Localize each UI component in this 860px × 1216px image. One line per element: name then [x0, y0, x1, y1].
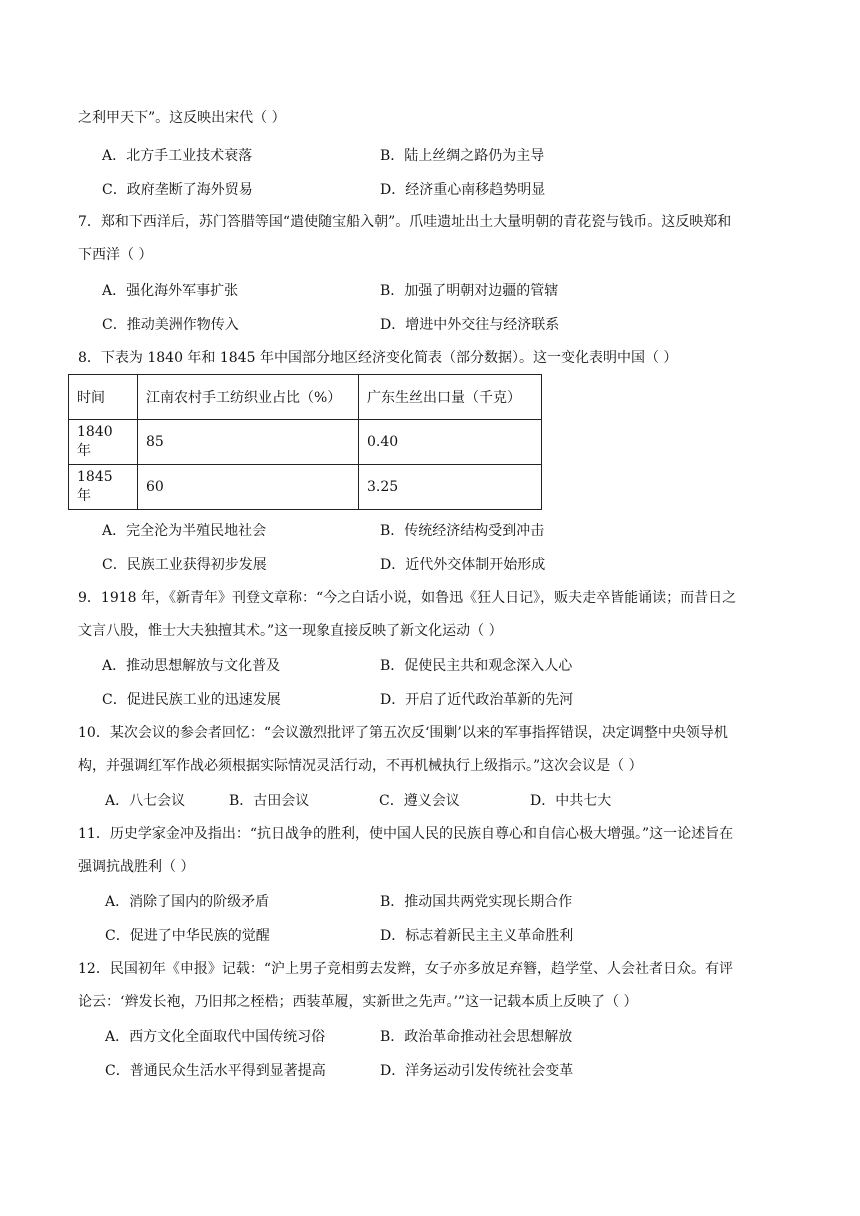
q12-option-b: B．政治革命推动社会思想解放: [380, 1029, 573, 1045]
q6-option-a: A．北方手工业技术衰落: [102, 148, 253, 164]
q9-option-c: C．促进民族工业的迅速发展: [102, 692, 281, 708]
q7-option-d: D．增进中外交往与经济联系: [380, 317, 560, 333]
q11-option-d: D．标志着新民主主义革命胜利: [380, 928, 574, 944]
q8-option-c: C．民族工业获得初步发展: [102, 557, 267, 573]
q9-option-a: A．推动思想解放与文化普及: [102, 658, 281, 674]
q6-option-d: D．经济重心南移趋势明显: [380, 182, 546, 198]
q11-option-a: A．消除了国内的阶级矛盾: [105, 894, 270, 910]
question-9-line2: 文言八股，惟士大夫独擅其术。”这一现象直接反映了新文化运动（ ）: [78, 623, 503, 639]
question-12-line1: 12．民国初年《申报》记载：“沪上男子竞相剪去发辫，女子亦多放足弃簪，趋学堂、人会社者日众。有评: [78, 961, 733, 977]
question-8-line1: 8．下表为 1840 年和 1845 年中国部分地区经济变化简表（部分数据）。这一变化表明中国（ ）: [78, 350, 678, 366]
q6-option-b: B．陆上丝绸之路仍为主导: [380, 148, 545, 164]
table-cell: 0.40: [359, 420, 542, 465]
q11-option-c: C．促进了中华民族的觉醒: [105, 928, 270, 944]
q12-option-d: D．洋务运动引发传统社会变革: [380, 1063, 574, 1079]
q12-option-c: C．普通民众生活水平得到显著提高: [105, 1063, 326, 1079]
q9-option-b: B．促使民主共和观念深入人心: [380, 658, 573, 674]
table-row: [69, 465, 542, 510]
q12-option-a: A．西方文化全面取代中国传统习俗: [105, 1029, 326, 1045]
q7-option-c: C．推动美洲作物传入: [102, 317, 239, 333]
q6-option-c: C．政府垄断了海外贸易: [102, 182, 253, 198]
question-7-line2: 下西洋（ ）: [78, 247, 153, 263]
q8-option-d: D．近代外交体制开始形成: [380, 557, 546, 573]
table-row: [69, 420, 542, 465]
table-cell: 85: [138, 420, 359, 465]
q11-option-b: B．推动国共两党实现长期合作: [380, 894, 573, 910]
question-10-line2: 构，并强调红军作战必须根据实际情况灵活行动，不再机械执行上级指示。”这次会议是（ ）: [78, 758, 643, 774]
q10-option-d: D．中共七大: [530, 793, 612, 809]
question-9-line1: 9．1918 年，《新青年》刊登文章称：“今之白话小说，如鲁迅《狂人日记》，贩夫走卒皆能诵读；而昔日之: [78, 590, 737, 606]
question-11-line1: 11．历史学家金冲及指出：“抗日战争的胜利，使中国人民的民族自尊心和自信心极大增强。”这一论述旨在: [78, 826, 734, 842]
question-11-line2: 强调抗战胜利（ ）: [78, 859, 195, 875]
q10-option-c: C．遵义会议: [379, 793, 460, 809]
q10-option-a: A．八七会议: [105, 793, 186, 809]
economic-change-table: [68, 374, 542, 510]
table-cell: 60: [138, 465, 359, 510]
table-cell: 3.25: [359, 465, 542, 510]
question-10-line1: 10．某次会议的参会者回忆：“会议激烈批评了第五次反‘围剿’以来的军事指挥错误，决定调整中央领导机: [78, 725, 728, 741]
q9-option-d: D．开启了近代政治革新的先河: [380, 692, 574, 708]
q7-option-a: A．强化海外军事扩张: [102, 283, 239, 299]
table-header-cell: 时间: [69, 375, 138, 420]
table-cell: 1845 年: [69, 465, 138, 510]
question-6-tail: 之利甲天下”。这反映出宋代（ ）: [78, 110, 286, 126]
table-header-row: [69, 375, 542, 420]
q8-option-b: B．传统经济结构受到冲击: [380, 523, 545, 539]
q7-option-b: B．加强了明朝对边疆的管辖: [380, 283, 559, 299]
table-cell: 1840 年: [69, 420, 138, 465]
question-12-line2: 论云：‘辫发长袍，乃旧邦之桎梏；西装革履，实新世之先声。’”这一记载本质上反映了（ ）: [78, 994, 638, 1010]
question-7-line1: 7．郑和下西洋后，苏门答腊等国“遣使随宝船入朝”。爪哇遗址出土大量明朝的青花瓷与钱币。这反映郑和: [78, 214, 732, 230]
table-header-cell: 江南农村手工纺织业占比（%）: [138, 375, 359, 420]
table-header-cell: 广东生丝出口量（千克）: [359, 375, 542, 420]
q8-option-a: A．完全沦为半殖民地社会: [102, 523, 267, 539]
q10-option-b: B．古田会议: [229, 793, 310, 809]
